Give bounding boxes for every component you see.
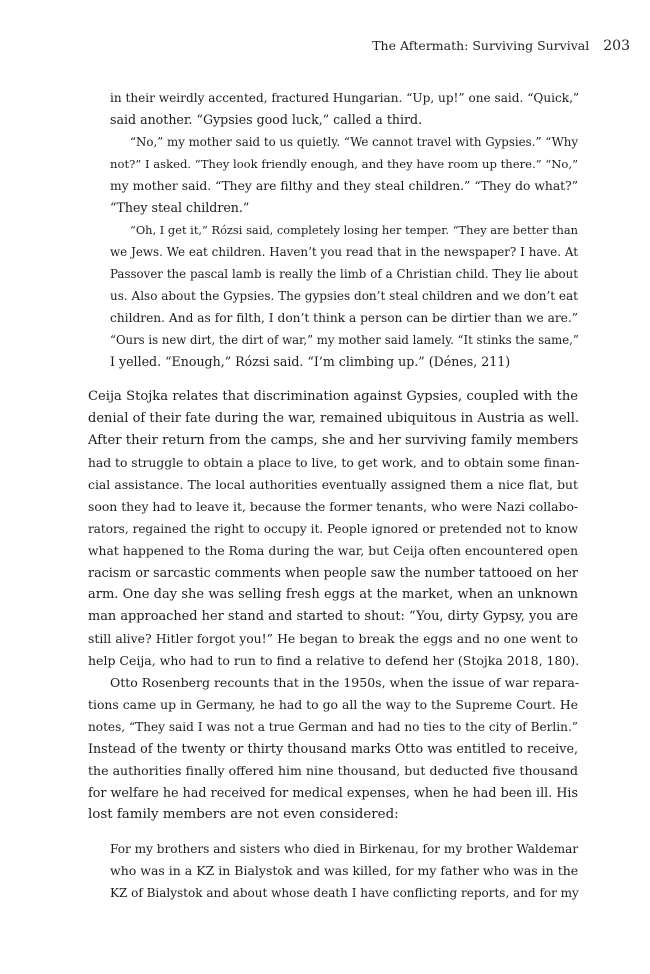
- quote-line: “Ours is new dirt, the dirt of war,” my mother said lamely. “It stinks the same,”: [110, 333, 579, 347]
- quote-line: “Oh, I get it,” Rózsi said, completely losing her temper. “They are better than: [130, 223, 578, 237]
- quote-line: we Jews. We eat children. Haven’t you read that in the newspaper? I have. At: [110, 245, 578, 259]
- quote-line: my mother said. “They are filthy and they steal children.” “They do what?”: [110, 179, 578, 193]
- body-line: soon they had to leave it, because the former tenants, who were Nazi collabo-: [88, 499, 579, 514]
- quote-line: “They steal children.”: [110, 200, 250, 215]
- body-line: for welfare he had received for medical expenses, when he had been ill. His: [88, 785, 578, 800]
- running-header: [0, 38, 630, 54]
- body-line: rators, regained the right to occupy it. People ignored or pretended not to know: [88, 522, 578, 536]
- page-number: 203: [603, 38, 630, 54]
- body-line: the authorities finally offered him nine thousand, but deducted five thousand: [88, 763, 578, 778]
- body-line: still alive? Hitler forgot you!” He began to break the eggs and no one went to: [88, 631, 578, 646]
- body-line: help Ceija, who had to run to find a relative to defend her (Stojka 2018, 180).: [88, 653, 580, 668]
- body-line: racism or sarcastic comments when people saw the number tattooed on her: [88, 565, 578, 580]
- body-line: Otto Rosenberg recounts that in the 1950s, when the issue of war repara-: [110, 675, 580, 690]
- body-line: After their return from the camps, she and her surviving family members: [88, 433, 579, 448]
- quote-line: “No,” my mother said to us quietly. “We cannot travel with Gypsies.” “Why: [130, 135, 578, 149]
- body-line: notes, “They said I was not a true German and had no ties to the city of Berlin.”: [88, 720, 578, 734]
- body-line: tions came up in Germany, he had to go all the way to the Supreme Court. He: [88, 697, 578, 712]
- quote-line: For my brothers and sisters who died in Birkenau, for my brother Waldemar: [110, 842, 579, 856]
- body-line: arm. One day she was selling fresh eggs at the market, when an unknown: [88, 587, 578, 602]
- quote-line: not?” I asked. “They look friendly enough, and they have room up there.” “No,”: [110, 157, 578, 171]
- body-line: cial assistance. The local authorities eventually assigned them a nice flat, but: [88, 477, 578, 492]
- body-line: lost family members are not even considered:: [88, 807, 399, 822]
- quote-line: us. Also about the Gypsies. The gypsies don’t steal children and we don’t eat: [110, 289, 578, 303]
- running-title: The Aftermath: Surviving Survival: [372, 38, 590, 53]
- quote-line: KZ of Bialystok and about whose death I have conflicting reports, and for my: [110, 886, 579, 900]
- body-line: man approached her stand and started to shout: “You, dirty Gypsy, you are: [88, 609, 578, 624]
- body-line: denial of their fate during the war, remained ubiquitous in Austria as well.: [88, 411, 579, 426]
- quote-line: Passover the pascal lamb is really the limb of a Christian child. They lie about: [110, 267, 578, 281]
- body-line: Ceija Stojka relates that discrimination against Gypsies, coupled with the: [88, 389, 578, 404]
- quote-line: said another. “Gypsies good luck,” called a third.: [110, 112, 423, 127]
- quote-line: I yelled. “Enough,” Rózsi said. “I’m climbing up.” (Dénes, 211): [110, 354, 511, 369]
- quote-line: in their weirdly accented, fractured Hungarian. “Up, up!” one said. “Quick,”: [110, 91, 580, 105]
- body-line: what happened to the Roma during the war, but Ceija often encountered open: [88, 544, 578, 558]
- quote-line: who was in a KZ in Bialystok and was killed, for my father who was in the: [110, 863, 579, 878]
- body-line: had to struggle to obtain a place to live, to get work, and to obtain some finan-: [88, 456, 580, 470]
- body-line: Instead of the twenty or thirty thousand marks Otto was entitled to receive,: [88, 741, 578, 756]
- quote-line: children. And as for filth, I don’t think a person can be dirtier than we are.”: [110, 311, 578, 325]
